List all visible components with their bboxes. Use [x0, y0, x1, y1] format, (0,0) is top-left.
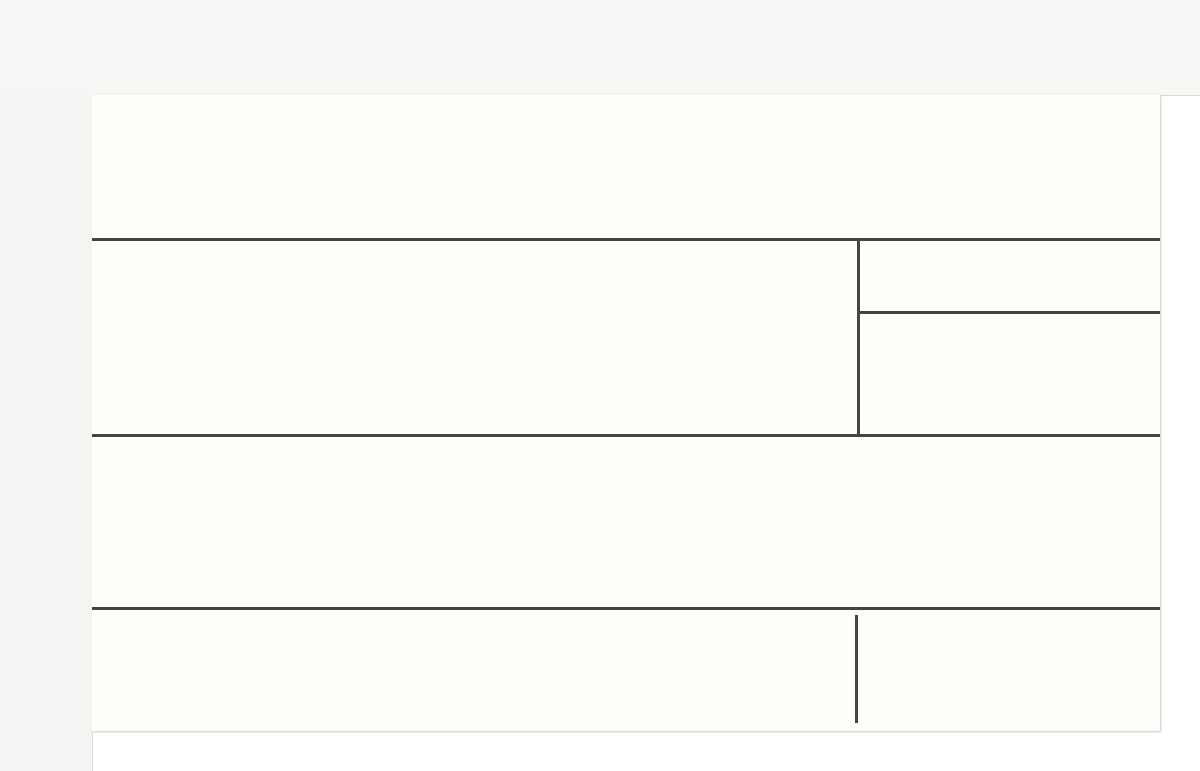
divider: [857, 238, 860, 436]
specimen-label-card: [92, 95, 1160, 731]
divider: [92, 607, 1160, 610]
top-ruler-ticks: [0, 0, 1200, 60]
divider: [859, 311, 1160, 314]
divider: [92, 434, 1160, 437]
top-ruler: [0, 0, 1200, 96]
divider: [92, 238, 1160, 241]
left-ruler-ticks: [0, 95, 92, 771]
divider: [855, 615, 858, 723]
left-ruler: [0, 95, 93, 771]
